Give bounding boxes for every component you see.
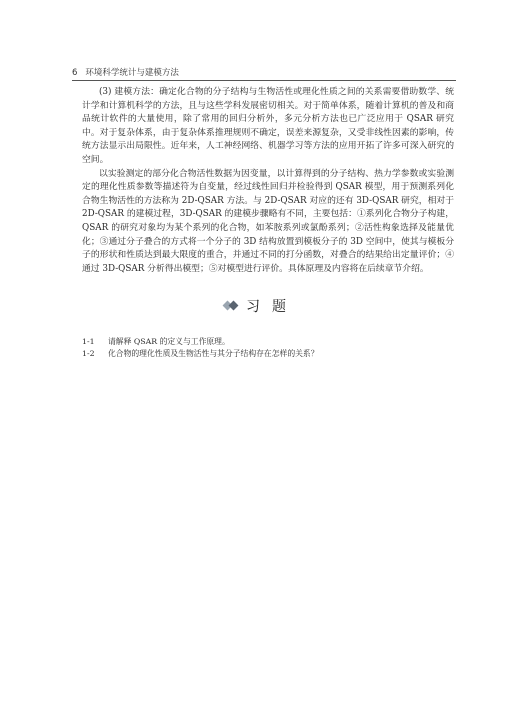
body-text	[82, 86, 454, 276]
exercise-number: 1-2	[82, 349, 95, 359]
exercise-list	[82, 336, 454, 361]
header-divider	[72, 80, 456, 81]
exercise-item	[82, 348, 454, 360]
paragraph-modeling-methods: (3) 建模方法：确定化合物的分子结构与生物活性或理化性质之间的关系需要借助数学、统计学和计算机科学的方法，且与这些学科发展密切相关。对于简单体系，随着计算机的普及和商品统计软件的大量使用，除了常用的回归分析外，多元分析方法也已广泛应用于 QSAR 研究中。对于复杂体系，由于复杂体系推理规则不确定，误差来源复杂，又受非线性因素的影响，传统方法显示出局限性。近年来，人工神经网络、机器学习等方法的应用开拓了许多可深入研究的空间。	[82, 87, 454, 165]
running-header	[72, 64, 456, 78]
exercise-number: 1-1	[82, 337, 95, 346]
exercise-section-title	[0, 296, 520, 316]
diamond-ornament-icon	[222, 300, 240, 312]
book-title: 环境科学统计与建模方法	[85, 68, 179, 78]
exercise-text: 请解释 QSAR 的定义与工作原理。	[108, 337, 230, 346]
exercise-title-text: 习题	[246, 299, 298, 315]
exercise-item	[82, 336, 454, 348]
paragraph-2d-3d-qsar: 以实验测定的部分化合物活性数据为因变量，以计算得到的分子结构、热力学参数或实验测定的理化性质参数等描述符为自变量，经过线性回归并检验得到 QSAR 模型，用于预测系列化合物生物活性的方法称为 2D-QSAR 方法。与 2D-QSAR 对应的还有 3D-QSAR 研究，相对于 2D-QSAR 的建模过程，3D-QSAR 的建模步骤略有不同，主要包括：①系列化合物分子构建，QSAR 的研究对象均为某个系列的化合物，如苯胺系列或氯酚系列；②活性构象选择及能量优化；③通过分子叠合的方式将一个分子的 3D 结构放置到模板分子的 3D 空间中，使其与模板分子的形状和性质达到最大限度的重合，并通过不同的打分函数，对叠合的结果给出定量评价；④通过 3D-QSAR 分析得出模型；⑤对模型进行评价。具体原理及内容将在后续章节介绍。	[82, 168, 454, 274]
exercise-text: 化合物的理化性质及生物活性与其分子结构存在怎样的关系？	[108, 349, 319, 359]
page-number: 6	[72, 68, 78, 78]
